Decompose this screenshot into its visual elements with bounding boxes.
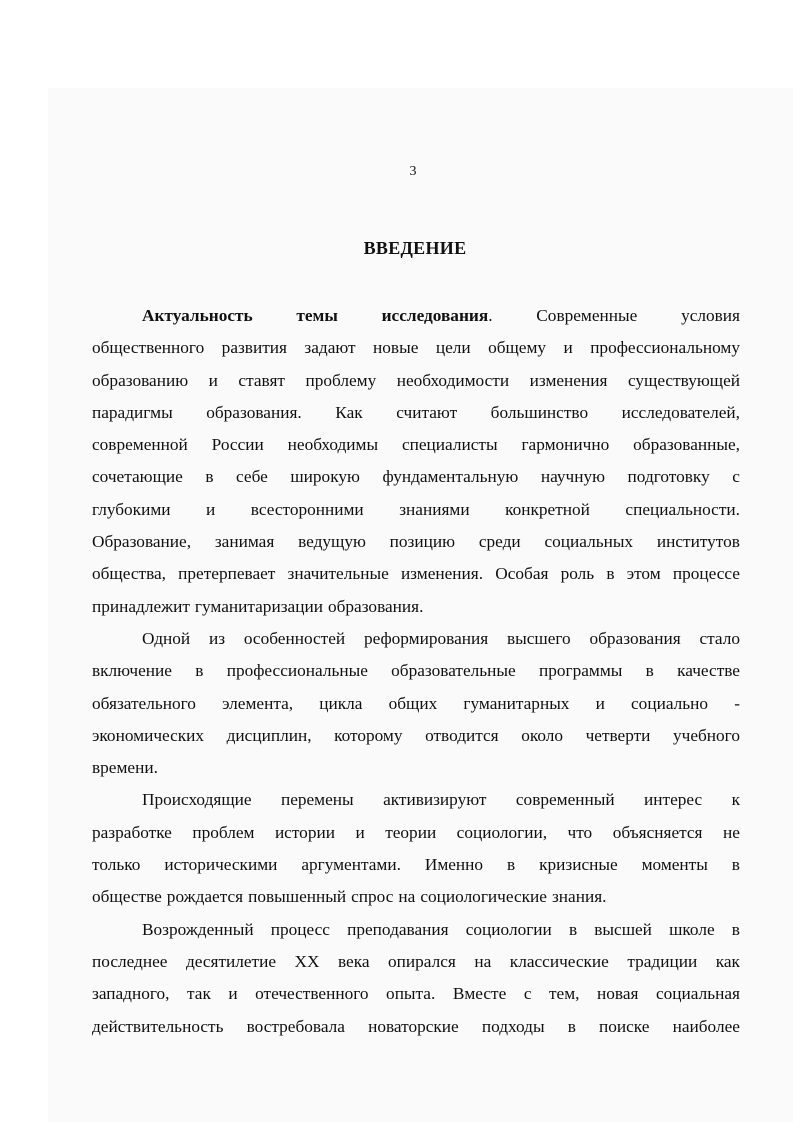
word: опирался (388, 951, 456, 971)
word: существующей (627, 370, 740, 390)
word: объясняется (612, 822, 703, 842)
text-line (92, 655, 740, 687)
text-line (92, 784, 740, 816)
word: XX (294, 951, 320, 971)
word: и (355, 822, 365, 842)
word: интерес (644, 790, 703, 810)
text-line (92, 332, 740, 364)
text-line (92, 494, 740, 526)
word: общества, (92, 564, 166, 584)
word: необходимы (287, 435, 379, 455)
word: в (606, 564, 615, 584)
text-line (92, 461, 740, 493)
word: западного, (92, 984, 170, 1004)
word: большинство (490, 402, 589, 422)
word: реформирования (363, 628, 489, 648)
word: с (732, 467, 740, 487)
word: гуманитаризации (194, 596, 323, 616)
word: качестве (677, 661, 740, 681)
word: классические (509, 951, 609, 971)
word: социологии (465, 919, 552, 939)
word: экономических (92, 725, 205, 745)
word: наиболее (672, 1016, 740, 1036)
word: из (208, 628, 226, 648)
word: только (92, 855, 141, 875)
word: изменения. (400, 564, 484, 584)
word: - (734, 693, 740, 713)
word: темы (296, 306, 338, 325)
text-line (92, 397, 740, 429)
word: не (722, 822, 740, 842)
word: традиции (627, 951, 698, 971)
word: роль (560, 564, 595, 584)
word: кризисные (539, 855, 618, 875)
word: преподавания (347, 919, 449, 939)
word: себе (236, 467, 268, 487)
word: около (521, 725, 564, 745)
word: принадлежит (92, 596, 190, 616)
word: конкретной (505, 499, 590, 519)
word: обществе (92, 887, 162, 907)
word: востребовала (246, 1016, 345, 1036)
word: социальная (655, 984, 740, 1004)
word: условия (681, 306, 740, 325)
word: рождается (166, 887, 244, 907)
word: на (398, 887, 416, 907)
word: образования (589, 628, 681, 648)
word: изменения (529, 370, 608, 390)
word: в (205, 467, 214, 487)
word: широкую (290, 467, 360, 487)
word: России (211, 435, 264, 455)
word: истории (274, 822, 335, 842)
word: цели (435, 338, 471, 358)
word: Образование, (92, 532, 192, 552)
text-line (92, 817, 740, 849)
word: гармонично (521, 435, 610, 455)
word: новые (373, 338, 419, 358)
text-line (92, 1011, 740, 1043)
text-line (92, 365, 740, 397)
text-line (92, 752, 740, 784)
page-number: 3 (409, 164, 417, 179)
word: занимая (214, 532, 275, 552)
word: опыта. (386, 984, 436, 1004)
word: подготовку (627, 467, 710, 487)
word: социально (631, 693, 709, 713)
word: специалисты (401, 435, 498, 455)
word: школе (669, 919, 715, 939)
word: научную (540, 467, 606, 487)
word: и (563, 338, 573, 358)
text-line (92, 914, 740, 946)
text-line (92, 881, 740, 913)
word: четверти (585, 725, 651, 745)
text-line (92, 591, 740, 623)
text-line (92, 623, 740, 655)
word: этом (626, 564, 661, 584)
word: отводится (425, 725, 499, 745)
word: Происходящие (142, 790, 252, 810)
section-heading: ВВЕДЕНИЕ (363, 238, 467, 258)
word: моменты (641, 855, 708, 875)
word: среди (478, 532, 521, 552)
word: учебного (672, 725, 740, 745)
word: десятилетие (185, 951, 277, 971)
word: значительные (287, 564, 389, 584)
word: в (645, 661, 654, 681)
word: образованные, (633, 435, 740, 455)
word: задают (304, 338, 356, 358)
word: повышенный (248, 887, 347, 907)
word: парадигмы (92, 402, 173, 422)
word: развития (221, 338, 287, 358)
word: . (488, 306, 493, 325)
word: поиске (599, 1016, 650, 1036)
word: процесс (270, 919, 330, 939)
word: общественного (92, 338, 205, 358)
word: программы (538, 661, 623, 681)
word: и (208, 370, 218, 390)
word: аргументами. (301, 855, 401, 875)
word: общих (388, 693, 438, 713)
word: и (228, 984, 238, 1004)
word: знаниями (399, 499, 470, 519)
word: социальных (544, 532, 634, 552)
word: теории (385, 822, 437, 842)
word: проблем (192, 822, 255, 842)
word: проблему (305, 370, 377, 390)
word: действительность (92, 1016, 224, 1036)
word: перемены (280, 790, 354, 810)
word: позицию (389, 532, 456, 552)
text-line (92, 526, 740, 558)
word: специальности. (625, 499, 740, 519)
word: с (523, 984, 532, 1004)
word: профессиональные (226, 661, 368, 681)
word: спрос (351, 887, 394, 907)
word: дисциплин, (226, 725, 312, 745)
word: в (195, 661, 204, 681)
word: последнее (92, 951, 168, 971)
word: разработке (92, 822, 172, 842)
word: что (567, 822, 593, 842)
word: современный (515, 790, 615, 810)
word: фундаментальную (382, 467, 519, 487)
word: Актуальность (142, 306, 253, 325)
word: знания. (551, 887, 607, 907)
text-line (92, 849, 740, 881)
word: социологические (420, 887, 547, 907)
word: сочетающие (92, 467, 183, 487)
word: включение (92, 661, 172, 681)
word: новая (597, 984, 639, 1004)
word: тем, (549, 984, 580, 1004)
word: считают (396, 402, 458, 422)
word: цикла (319, 693, 363, 713)
word: профессиональному (590, 338, 740, 358)
word: особенностей (243, 628, 346, 648)
word: ставят (238, 370, 285, 390)
word: как (715, 951, 740, 971)
word: и (595, 693, 605, 713)
word: высшего (506, 628, 571, 648)
word: современной (92, 435, 188, 455)
word: Вместе (452, 984, 507, 1004)
word: образования. (327, 596, 424, 616)
word: в (568, 919, 578, 939)
word: в (731, 855, 740, 875)
word: общему (488, 338, 547, 358)
word: в (731, 919, 740, 939)
word: глубокими (92, 499, 171, 519)
word: подходы (481, 1016, 545, 1036)
word: века (337, 951, 370, 971)
word: отечественного (255, 984, 369, 1004)
word: Особая (495, 564, 549, 584)
word: образовательные (391, 661, 516, 681)
word: и (206, 499, 216, 519)
word: институтов (656, 532, 740, 552)
word: новаторские (368, 1016, 459, 1036)
word: элемента, (222, 693, 294, 713)
word: образованию (92, 370, 189, 390)
word: обязательного (92, 693, 196, 713)
word: так (187, 984, 211, 1004)
word-group (382, 300, 493, 332)
word: ведущую (298, 532, 366, 552)
word: претерпевает (178, 564, 276, 584)
word: к (731, 790, 740, 810)
word: Как (335, 402, 363, 422)
word: гуманитарных (463, 693, 570, 713)
text-line (92, 558, 740, 590)
text-line (92, 688, 740, 720)
text-line (92, 429, 740, 461)
word: Современные (536, 306, 638, 325)
word: процессе (672, 564, 740, 584)
text-line (92, 720, 740, 752)
word: в (507, 855, 516, 875)
word: историческими (164, 855, 278, 875)
word: исследователей, (621, 402, 740, 422)
word: социологии, (456, 822, 548, 842)
body-text (92, 300, 740, 1043)
word: исследования (381, 306, 489, 325)
text-line (92, 300, 740, 332)
word: в (567, 1016, 576, 1036)
word: Именно (424, 855, 484, 875)
word: высшей (594, 919, 652, 939)
text-line (92, 978, 740, 1010)
text-line (92, 946, 740, 978)
word: которому (334, 725, 403, 745)
word: всесторонними (250, 499, 364, 519)
word: необходимости (396, 370, 510, 390)
word: образования. (206, 402, 302, 422)
word: стало (699, 628, 740, 648)
word: Возрожденный (142, 919, 254, 939)
word: Одной (142, 628, 191, 648)
word: активизируют (383, 790, 487, 810)
word: на (474, 951, 492, 971)
word: времени. (92, 758, 158, 778)
